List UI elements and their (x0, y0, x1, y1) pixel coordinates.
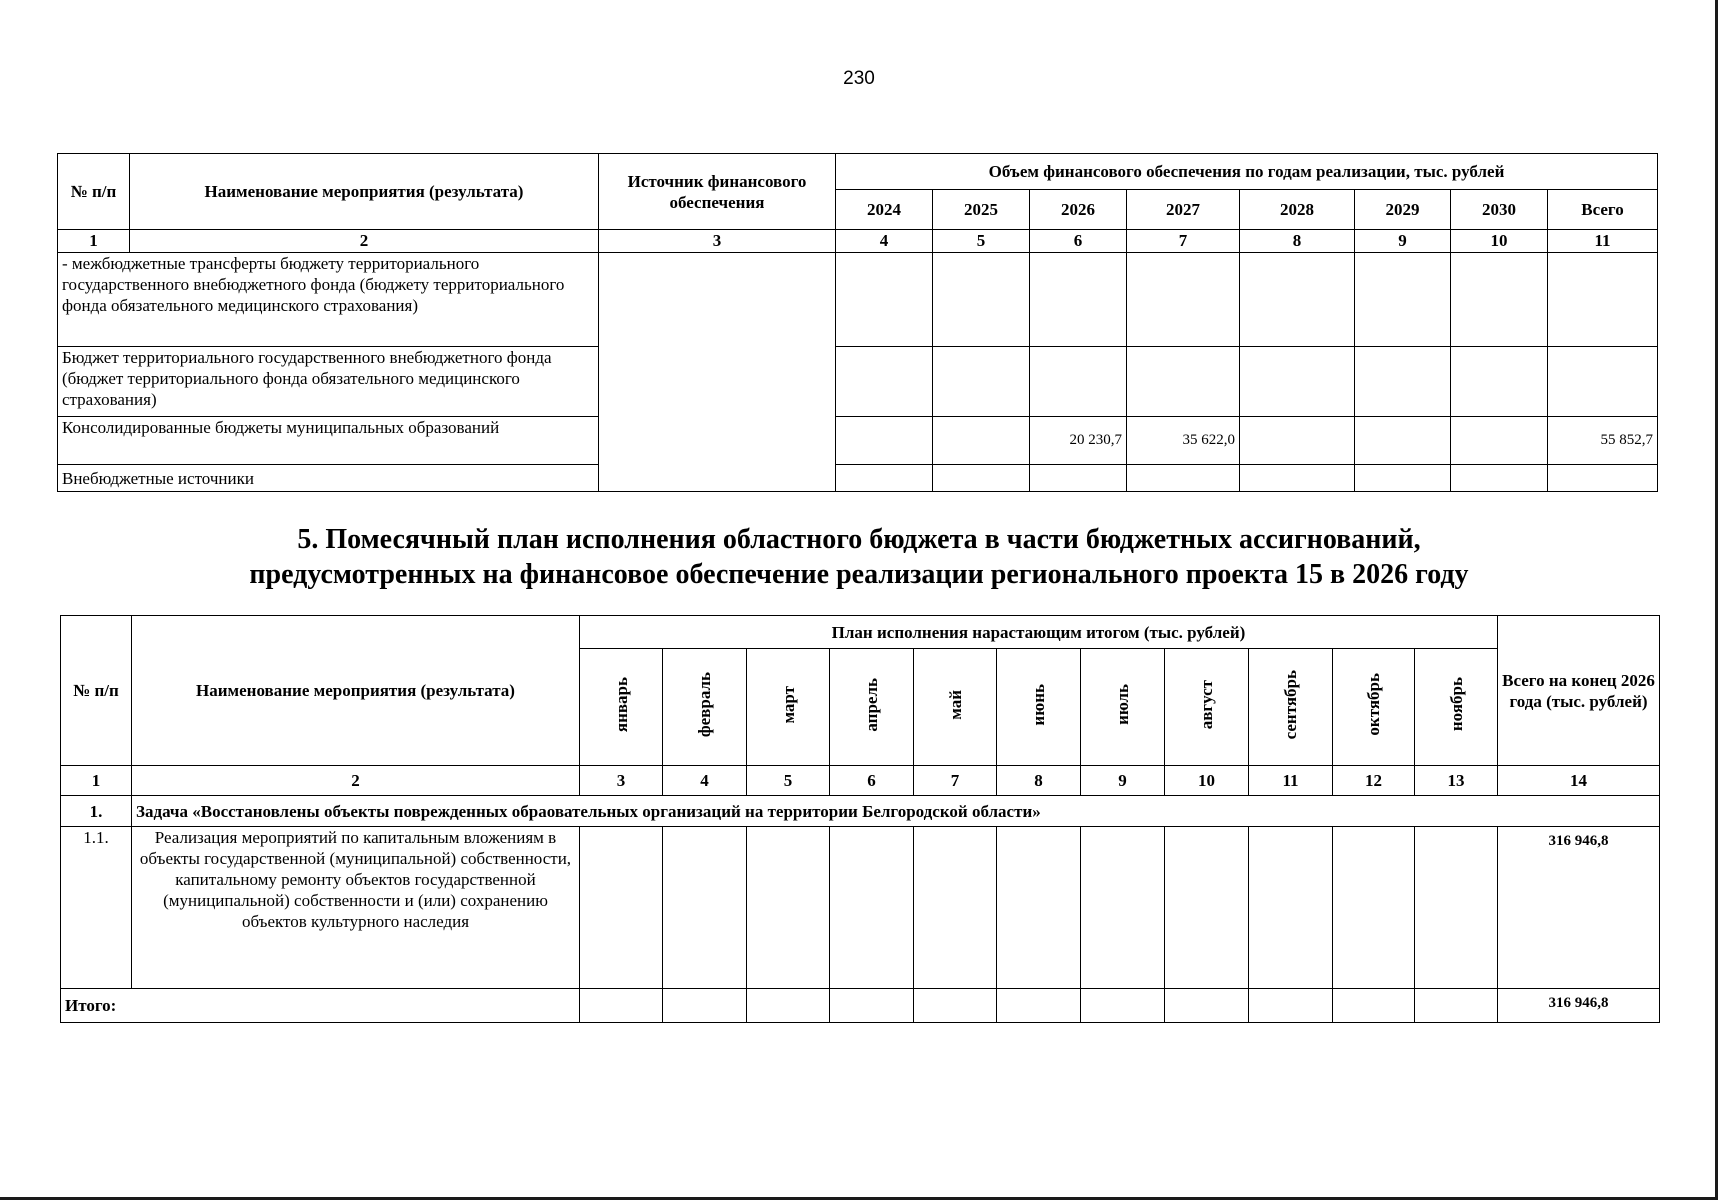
month-cell (580, 827, 663, 989)
col-number: 9 (1355, 230, 1451, 253)
col-number: 11 (1548, 230, 1658, 253)
col-number: 2 (130, 230, 599, 253)
header-year: Всего (1548, 190, 1658, 230)
month-cell (997, 989, 1081, 1023)
col-number: 4 (663, 766, 747, 796)
header-num: № п/п (58, 154, 130, 230)
value-cell (1548, 253, 1658, 347)
value-cell (1030, 465, 1127, 492)
header-month: сентябрь (1249, 649, 1333, 766)
header-name: Наименование мероприятия (результата) (130, 154, 599, 230)
value-cell (1240, 417, 1355, 465)
value-cell (1240, 253, 1355, 347)
value-cell (1030, 347, 1127, 417)
value-cell (1355, 417, 1451, 465)
month-cell (914, 827, 997, 989)
value-cell: 35 622,0 (1127, 417, 1240, 465)
financing-table (57, 153, 1658, 492)
section-title-line: предусмотренных на финансовое обеспечение реализации регионального проекта 15 в 2026 году (249, 559, 1469, 590)
col-number: 6 (830, 766, 914, 796)
value-cell (836, 417, 933, 465)
section-title (0, 522, 1718, 592)
col-number: 7 (914, 766, 997, 796)
month-cell (1249, 989, 1333, 1023)
header-month: июль (1081, 649, 1165, 766)
col-number: 10 (1165, 766, 1249, 796)
header-month: май (914, 649, 997, 766)
col-number: 1 (61, 766, 132, 796)
col-number: 2 (132, 766, 580, 796)
header-year: 2029 (1355, 190, 1451, 230)
header-year: 2028 (1240, 190, 1355, 230)
header-source: Источник финансового обеспечения (599, 154, 836, 230)
header-num: № п/п (61, 616, 132, 766)
value-cell (1451, 347, 1548, 417)
value-cell (836, 347, 933, 417)
col-number: 8 (997, 766, 1081, 796)
header-month: октябрь (1333, 649, 1415, 766)
source-cell (599, 253, 836, 492)
month-cell (663, 827, 747, 989)
value-cell (1451, 253, 1548, 347)
col-number: 10 (1451, 230, 1548, 253)
month-cell (1081, 827, 1165, 989)
col-number: 3 (580, 766, 663, 796)
header-year: 2026 (1030, 190, 1127, 230)
value-cell (1548, 347, 1658, 417)
header-month: ноябрь (1415, 649, 1498, 766)
header-month: март (747, 649, 830, 766)
value-cell (1127, 465, 1240, 492)
task-row (61, 796, 1660, 827)
value-cell (1127, 347, 1240, 417)
value-cell (1127, 253, 1240, 347)
value-cell (836, 253, 933, 347)
value-cell (1240, 465, 1355, 492)
table-row (58, 465, 1658, 492)
row-name: Консолидированные бюджеты муниципальных образований (58, 417, 599, 465)
value-cell (1355, 347, 1451, 417)
col-number: 13 (1415, 766, 1498, 796)
value-cell (1240, 347, 1355, 417)
value-cell (1030, 253, 1127, 347)
row-name: Внебюджетные источники (58, 465, 599, 492)
month-cell (1081, 989, 1165, 1023)
section-title-line: 5. Помесячный план исполнения областного бюджета в части бюджетных ассигнований, (297, 524, 1421, 555)
header-year: 2027 (1127, 190, 1240, 230)
month-cell (997, 827, 1081, 989)
value-cell (836, 465, 933, 492)
col-number: 7 (1127, 230, 1240, 253)
itogo-total: 316 946,8 (1498, 989, 1660, 1023)
col-number: 8 (1240, 230, 1355, 253)
table-row (58, 347, 1658, 417)
month-cell (1165, 989, 1249, 1023)
row-name: - межбюджетные трансферты бюджету территориального государственного внебюджетного фонда (бюджету территориального фонда обязательного медицинского страхования) (58, 253, 599, 347)
item-total: 316 946,8 (1498, 827, 1660, 989)
month-cell (1415, 827, 1498, 989)
month-cell (1333, 827, 1415, 989)
page-number: 230 (843, 68, 875, 89)
value-cell (933, 347, 1030, 417)
header-year: 2025 (933, 190, 1030, 230)
value-cell (1451, 465, 1548, 492)
value-cell: 55 852,7 (1548, 417, 1658, 465)
header-month: июнь (997, 649, 1081, 766)
month-cell (580, 989, 663, 1023)
month-cell (747, 827, 830, 989)
month-cell (914, 989, 997, 1023)
header-month: январь (580, 649, 663, 766)
table-row (61, 827, 1660, 989)
value-cell (1548, 465, 1658, 492)
col-number: 6 (1030, 230, 1127, 253)
item-number: 1.1. (61, 827, 132, 989)
month-cell (747, 989, 830, 1023)
col-number: 3 (599, 230, 836, 253)
month-cell (1165, 827, 1249, 989)
row-name: Бюджет территориального государственного внебюджетного фонда (бюджет территориального фонда обязательного медицинского страхования) (58, 347, 599, 417)
header-volume: Объем финансового обеспечения по годам реализации, тыс. рублей (836, 154, 1658, 190)
itogo-row (61, 989, 1660, 1023)
month-cell (1415, 989, 1498, 1023)
table-row (58, 253, 1658, 347)
header-plan: План исполнения нарастающим итогом (тыс. рублей) (580, 616, 1498, 649)
header-month: август (1165, 649, 1249, 766)
col-number: 5 (933, 230, 1030, 253)
header-year: 2030 (1451, 190, 1548, 230)
month-cell (830, 989, 914, 1023)
col-number: 14 (1498, 766, 1660, 796)
col-number: 12 (1333, 766, 1415, 796)
col-number: 5 (747, 766, 830, 796)
monthly-plan-table (60, 615, 1660, 1023)
month-cell (1333, 989, 1415, 1023)
col-number: 1 (58, 230, 130, 253)
header-month: апрель (830, 649, 914, 766)
task-text: Задача «Восстановлены объекты поврежденных обраовательных организаций на территории Белгородской области» (132, 796, 1660, 827)
month-cell (663, 989, 747, 1023)
value-cell: 20 230,7 (1030, 417, 1127, 465)
header-year: 2024 (836, 190, 933, 230)
header-name: Наименование мероприятия (результата) (132, 616, 580, 766)
header-total: Всего на конец 2026 года (тыс. рублей) (1498, 616, 1660, 766)
itogo-label: Итого: (61, 989, 580, 1023)
value-cell (933, 465, 1030, 492)
col-number: 11 (1249, 766, 1333, 796)
month-cell (1249, 827, 1333, 989)
item-text: Реализация мероприятий по капитальным вложениям в объекты государственной (муниципальной) собственности, капитальному ремонту объектов государственной (муниципальной) собственности и (или) сохранению объектов культурного наследия (132, 827, 580, 989)
value-cell (1355, 465, 1451, 492)
month-cell (830, 827, 914, 989)
table-row (58, 417, 1658, 465)
value-cell (933, 417, 1030, 465)
value-cell (1451, 417, 1548, 465)
col-number: 9 (1081, 766, 1165, 796)
value-cell (933, 253, 1030, 347)
header-month: февраль (663, 649, 747, 766)
task-number: 1. (61, 796, 132, 827)
col-number: 4 (836, 230, 933, 253)
value-cell (1355, 253, 1451, 347)
